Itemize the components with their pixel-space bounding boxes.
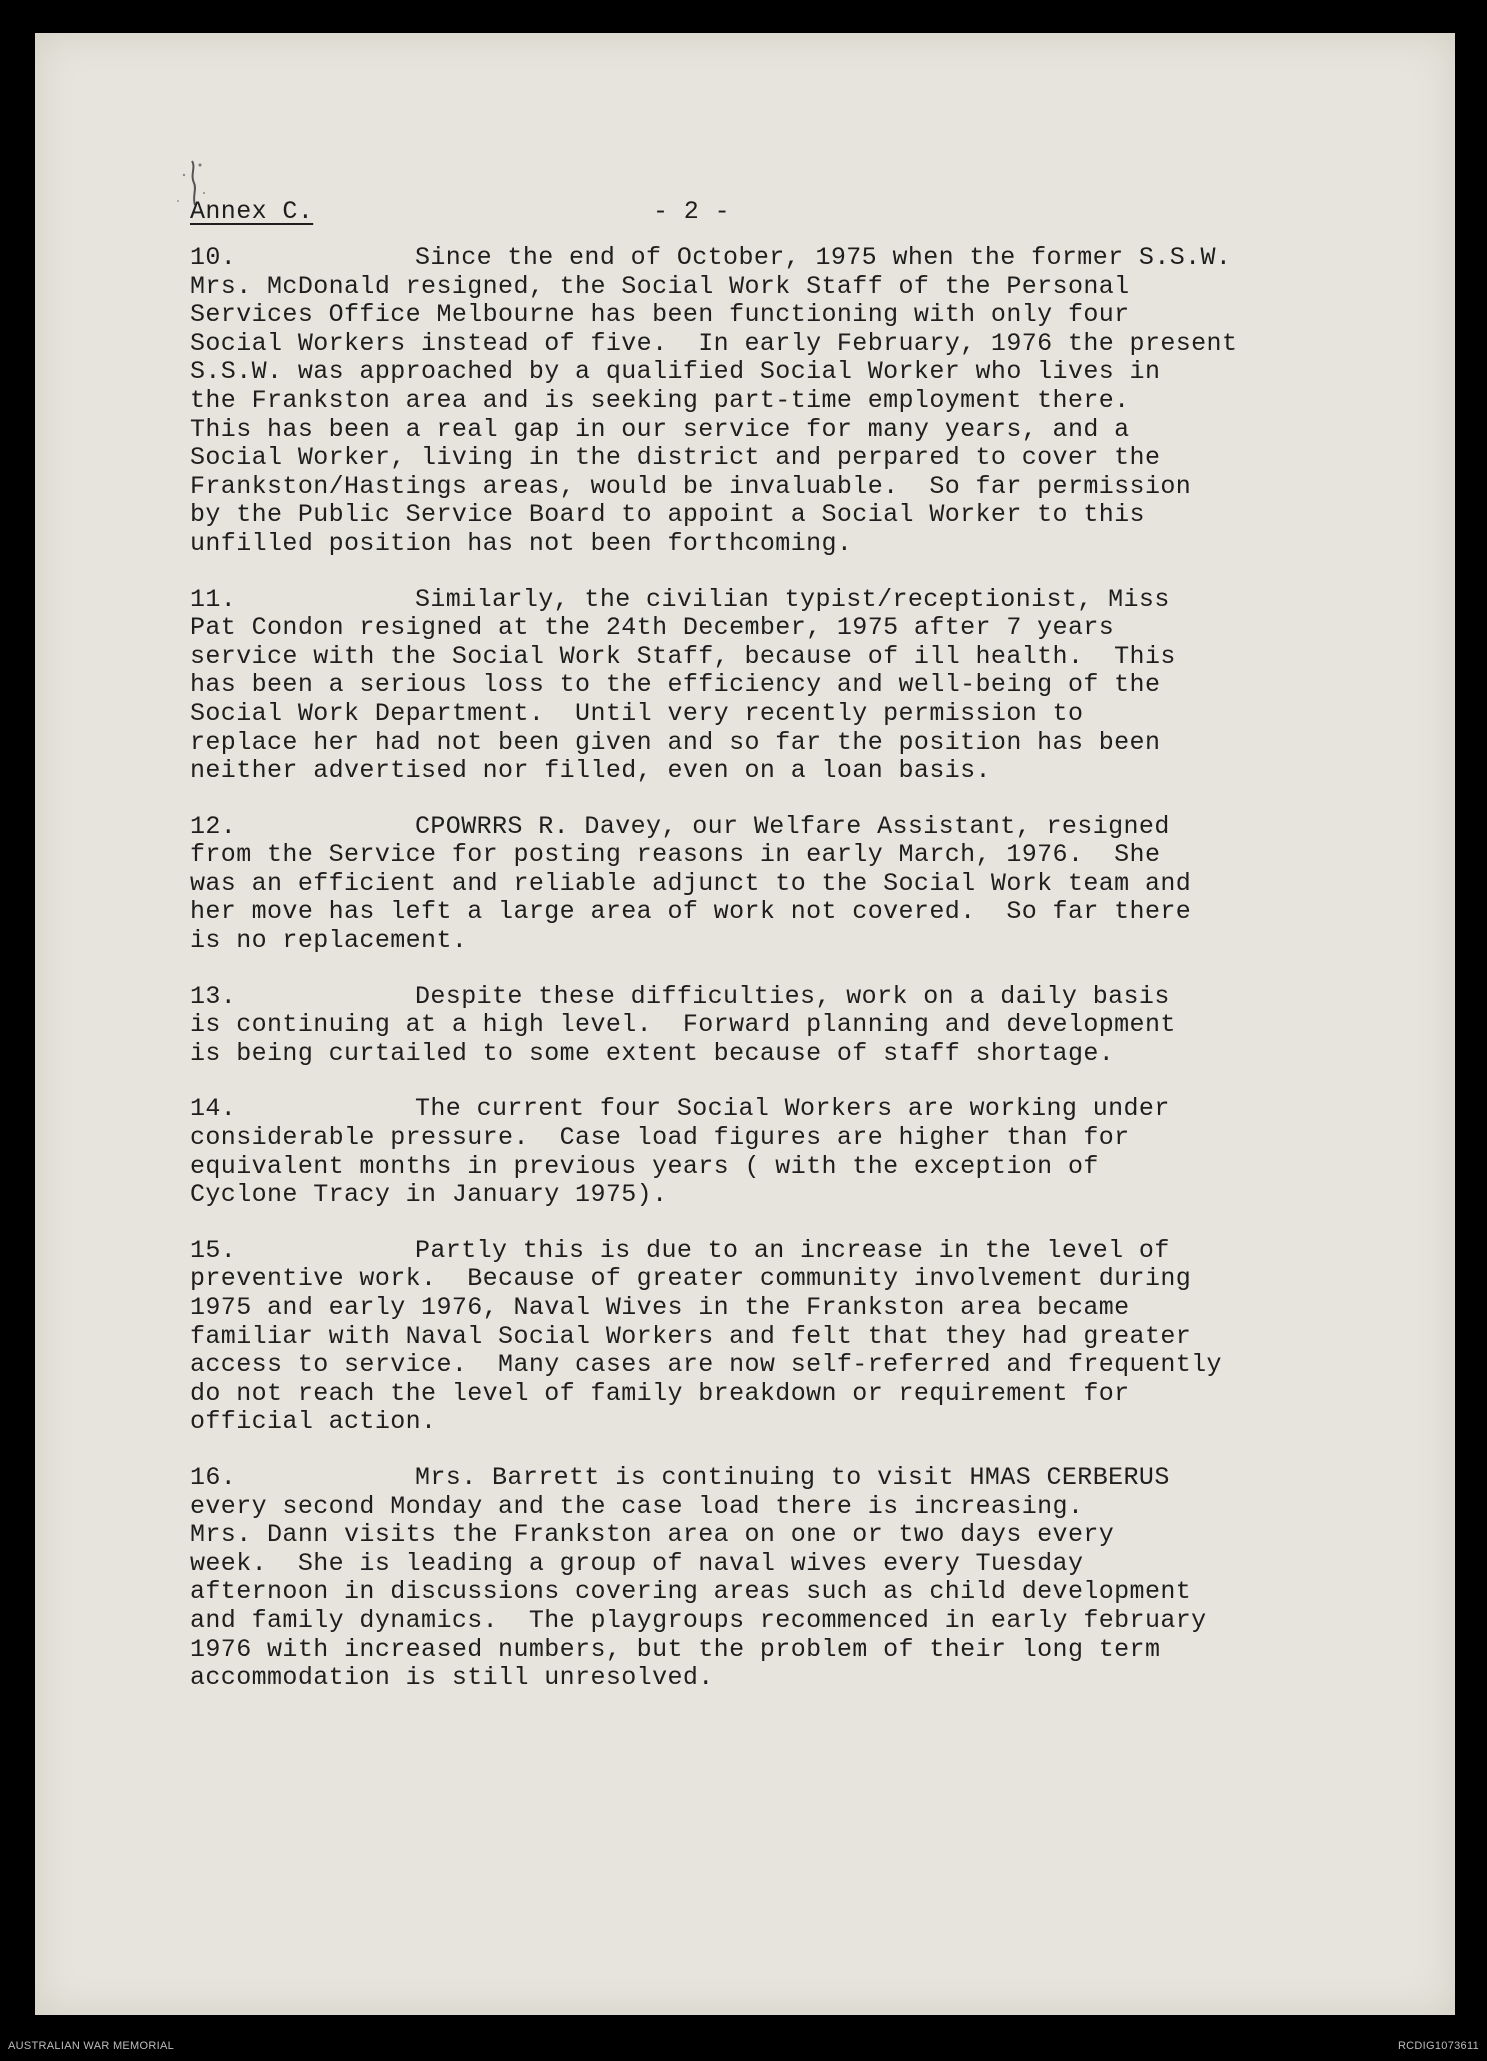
line-text: by the Public Service Board to appoint a Social Worker to this bbox=[190, 500, 1145, 530]
paragraph-line bbox=[190, 927, 1400, 956]
line-text: from the Service for posting reasons in early March, 1976. She bbox=[190, 840, 1161, 870]
archive-reference: RCDIG1073611 bbox=[1397, 2040, 1479, 2052]
paragraph-line bbox=[190, 1323, 1400, 1352]
line-text: Mrs. Barrett is continuing to visit HMAS CERBERUS bbox=[415, 1462, 1170, 1492]
paragraph-11 bbox=[190, 586, 1400, 786]
paragraph-line bbox=[190, 1095, 1400, 1124]
line-text: S.S.W. was approached by a qualified Social Worker who lives in bbox=[190, 357, 1161, 387]
paragraph-list bbox=[190, 244, 1400, 1693]
paragraph-line bbox=[190, 870, 1400, 899]
line-text: Cyclone Tracy in January 1975). bbox=[190, 1180, 668, 1210]
line-text: Pat Condon resigned at the 24th December, 1975 after 7 years bbox=[190, 613, 1115, 643]
line-text: was an efficient and reliable adjunct to the Social Work team and bbox=[190, 868, 1192, 898]
line-text: is being curtailed to some extent because of staff shortage. bbox=[190, 1038, 1115, 1068]
paragraph-line bbox=[190, 358, 1400, 387]
paragraph-line bbox=[190, 1040, 1400, 1069]
line-text: accommodation is still unresolved. bbox=[190, 1663, 714, 1693]
paragraph-12 bbox=[190, 813, 1400, 956]
document-page bbox=[35, 33, 1455, 2015]
line-text: her move has left a large area of work not covered. So far there bbox=[190, 897, 1192, 927]
annex-label: Annex C. bbox=[190, 197, 314, 226]
line-text: service with the Social Work Staff, because of ill health. This bbox=[190, 641, 1176, 671]
paragraph-line bbox=[190, 244, 1400, 273]
paragraph-line bbox=[190, 473, 1400, 502]
line-text: preventive work. Because of greater community involvement during bbox=[190, 1264, 1192, 1294]
page-number: - 2 - bbox=[653, 197, 731, 226]
paragraph-line bbox=[190, 1181, 1400, 1210]
paragraph-line bbox=[190, 1550, 1400, 1579]
paragraph-line bbox=[190, 983, 1400, 1012]
paragraph-number: 15. bbox=[190, 1235, 237, 1265]
line-text: considerable pressure. Case load figures are higher than for bbox=[190, 1123, 1130, 1153]
line-text: afternoon in discussions covering areas such as child development bbox=[190, 1577, 1192, 1607]
paragraph-line bbox=[190, 643, 1400, 672]
paragraph-line bbox=[190, 444, 1400, 473]
line-text: neither advertised nor filled, even on a loan basis. bbox=[190, 756, 991, 786]
paragraph-line bbox=[190, 387, 1400, 416]
paragraph-15 bbox=[190, 1237, 1400, 1437]
archive-credit: AUSTRALIAN WAR MEMORIAL bbox=[8, 2040, 175, 2052]
paragraph-10 bbox=[190, 244, 1400, 559]
paragraph-line bbox=[190, 416, 1400, 445]
line-text: access to service. Many cases are now self-referred and frequently bbox=[190, 1350, 1222, 1380]
paragraph-13 bbox=[190, 983, 1400, 1069]
line-text: unfilled position has not been forthcoming. bbox=[190, 528, 853, 558]
paragraph-number: 13. bbox=[190, 981, 237, 1011]
paragraph-line bbox=[190, 530, 1400, 559]
paragraph-number: 11. bbox=[190, 584, 237, 614]
line-text: Mrs. Dann visits the Frankston area on one or two days every bbox=[190, 1520, 1115, 1550]
paragraph-line bbox=[190, 1237, 1400, 1266]
line-text: and family dynamics. The playgroups recommenced in early february bbox=[190, 1605, 1207, 1635]
paragraph-line bbox=[190, 1521, 1400, 1550]
line-text: do not reach the level of family breakdown or requirement for bbox=[190, 1378, 1130, 1408]
line-text: is no replacement. bbox=[190, 926, 468, 956]
line-text: week. She is leading a group of naval wives every Tuesday bbox=[190, 1548, 1084, 1578]
line-text: Since the end of October, 1975 when the former S.S.W. bbox=[415, 243, 1232, 272]
line-text: 1975 and early 1976, Naval Wives in the Frankston area became bbox=[190, 1293, 1130, 1322]
line-text: is continuing at a high level. Forward planning and development bbox=[190, 1010, 1176, 1040]
line-text: The current four Social Workers are working under bbox=[415, 1094, 1170, 1124]
line-text: has been a serious loss to the efficiency and well-being of the bbox=[190, 670, 1161, 700]
line-text: replace her had not been given and so far the position has been bbox=[190, 727, 1161, 757]
line-text: Social Work Department. Until very recently permission to bbox=[190, 698, 1084, 728]
paragraph-line bbox=[190, 700, 1400, 729]
line-text: Frankston/Hastings areas, would be invaluable. So far permission bbox=[190, 471, 1192, 501]
line-text: CPOWRRS R. Davey, our Welfare Assistant, resigned bbox=[415, 811, 1170, 841]
paragraph-line bbox=[190, 1265, 1400, 1294]
paragraph-line bbox=[190, 1124, 1400, 1153]
paragraph-number: 10. bbox=[190, 243, 237, 272]
line-text: equivalent months in previous years ( with the exception of bbox=[190, 1151, 1099, 1181]
paragraph-line bbox=[190, 841, 1400, 870]
paragraph-line bbox=[190, 671, 1400, 700]
paragraph-number: 12. bbox=[190, 811, 237, 841]
line-text: Social Worker, living in the district and perpared to cover the bbox=[190, 443, 1161, 473]
line-text: the Frankston area and is seeking part-time employment there. bbox=[190, 385, 1130, 415]
paragraph-line bbox=[190, 501, 1400, 530]
paragraph-line bbox=[190, 1578, 1400, 1607]
paragraph-line bbox=[190, 1380, 1400, 1409]
paragraph-line bbox=[190, 1408, 1400, 1437]
paragraph-line bbox=[190, 1493, 1400, 1522]
paragraph-line bbox=[190, 301, 1400, 330]
paragraph-16 bbox=[190, 1464, 1400, 1693]
line-text: Similarly, the civilian typist/receptionist, Miss bbox=[415, 584, 1170, 614]
paragraph-line bbox=[190, 729, 1400, 758]
paragraph-line bbox=[190, 1636, 1400, 1665]
paragraph-number: 16. bbox=[190, 1462, 237, 1492]
paragraph-line bbox=[190, 330, 1400, 359]
paragraph-line bbox=[190, 1351, 1400, 1380]
line-text: official action. bbox=[190, 1407, 437, 1437]
line-text: Partly this is due to an increase in the level of bbox=[415, 1235, 1170, 1265]
paragraph-line bbox=[190, 273, 1400, 302]
paragraph-number: 14. bbox=[190, 1094, 237, 1124]
line-text: 1976 with increased numbers, but the problem of their long term bbox=[190, 1634, 1161, 1664]
line-text: familiar with Naval Social Workers and felt that they had greater bbox=[190, 1321, 1192, 1351]
paragraph-line bbox=[190, 757, 1400, 786]
paragraph-14 bbox=[190, 1095, 1400, 1209]
paragraph-line bbox=[190, 1464, 1400, 1493]
paragraph-line bbox=[190, 1011, 1400, 1040]
paragraph-line bbox=[190, 614, 1400, 643]
line-text: Social Workers instead of five. In early February, 1976 the present bbox=[190, 328, 1238, 358]
line-text: This has been a real gap in our service for many years, and a bbox=[190, 414, 1130, 444]
page-header bbox=[190, 198, 1400, 232]
line-text: Mrs. McDonald resigned, the Social Work Staff of the Personal bbox=[190, 271, 1130, 301]
document-body bbox=[190, 198, 1400, 1720]
paragraph-line bbox=[190, 813, 1400, 842]
paragraph-line bbox=[190, 1294, 1400, 1323]
line-text: Services Office Melbourne has been functioning with only four bbox=[190, 300, 1130, 330]
paragraph-line bbox=[190, 1664, 1400, 1693]
line-text: every second Monday and the case load there is increasing. bbox=[190, 1491, 1084, 1521]
paragraph-line bbox=[190, 1153, 1400, 1182]
paragraph-line bbox=[190, 1607, 1400, 1636]
line-text: Despite these difficulties, work on a daily basis bbox=[415, 981, 1170, 1011]
paragraph-line bbox=[190, 898, 1400, 927]
paragraph-line bbox=[190, 586, 1400, 615]
